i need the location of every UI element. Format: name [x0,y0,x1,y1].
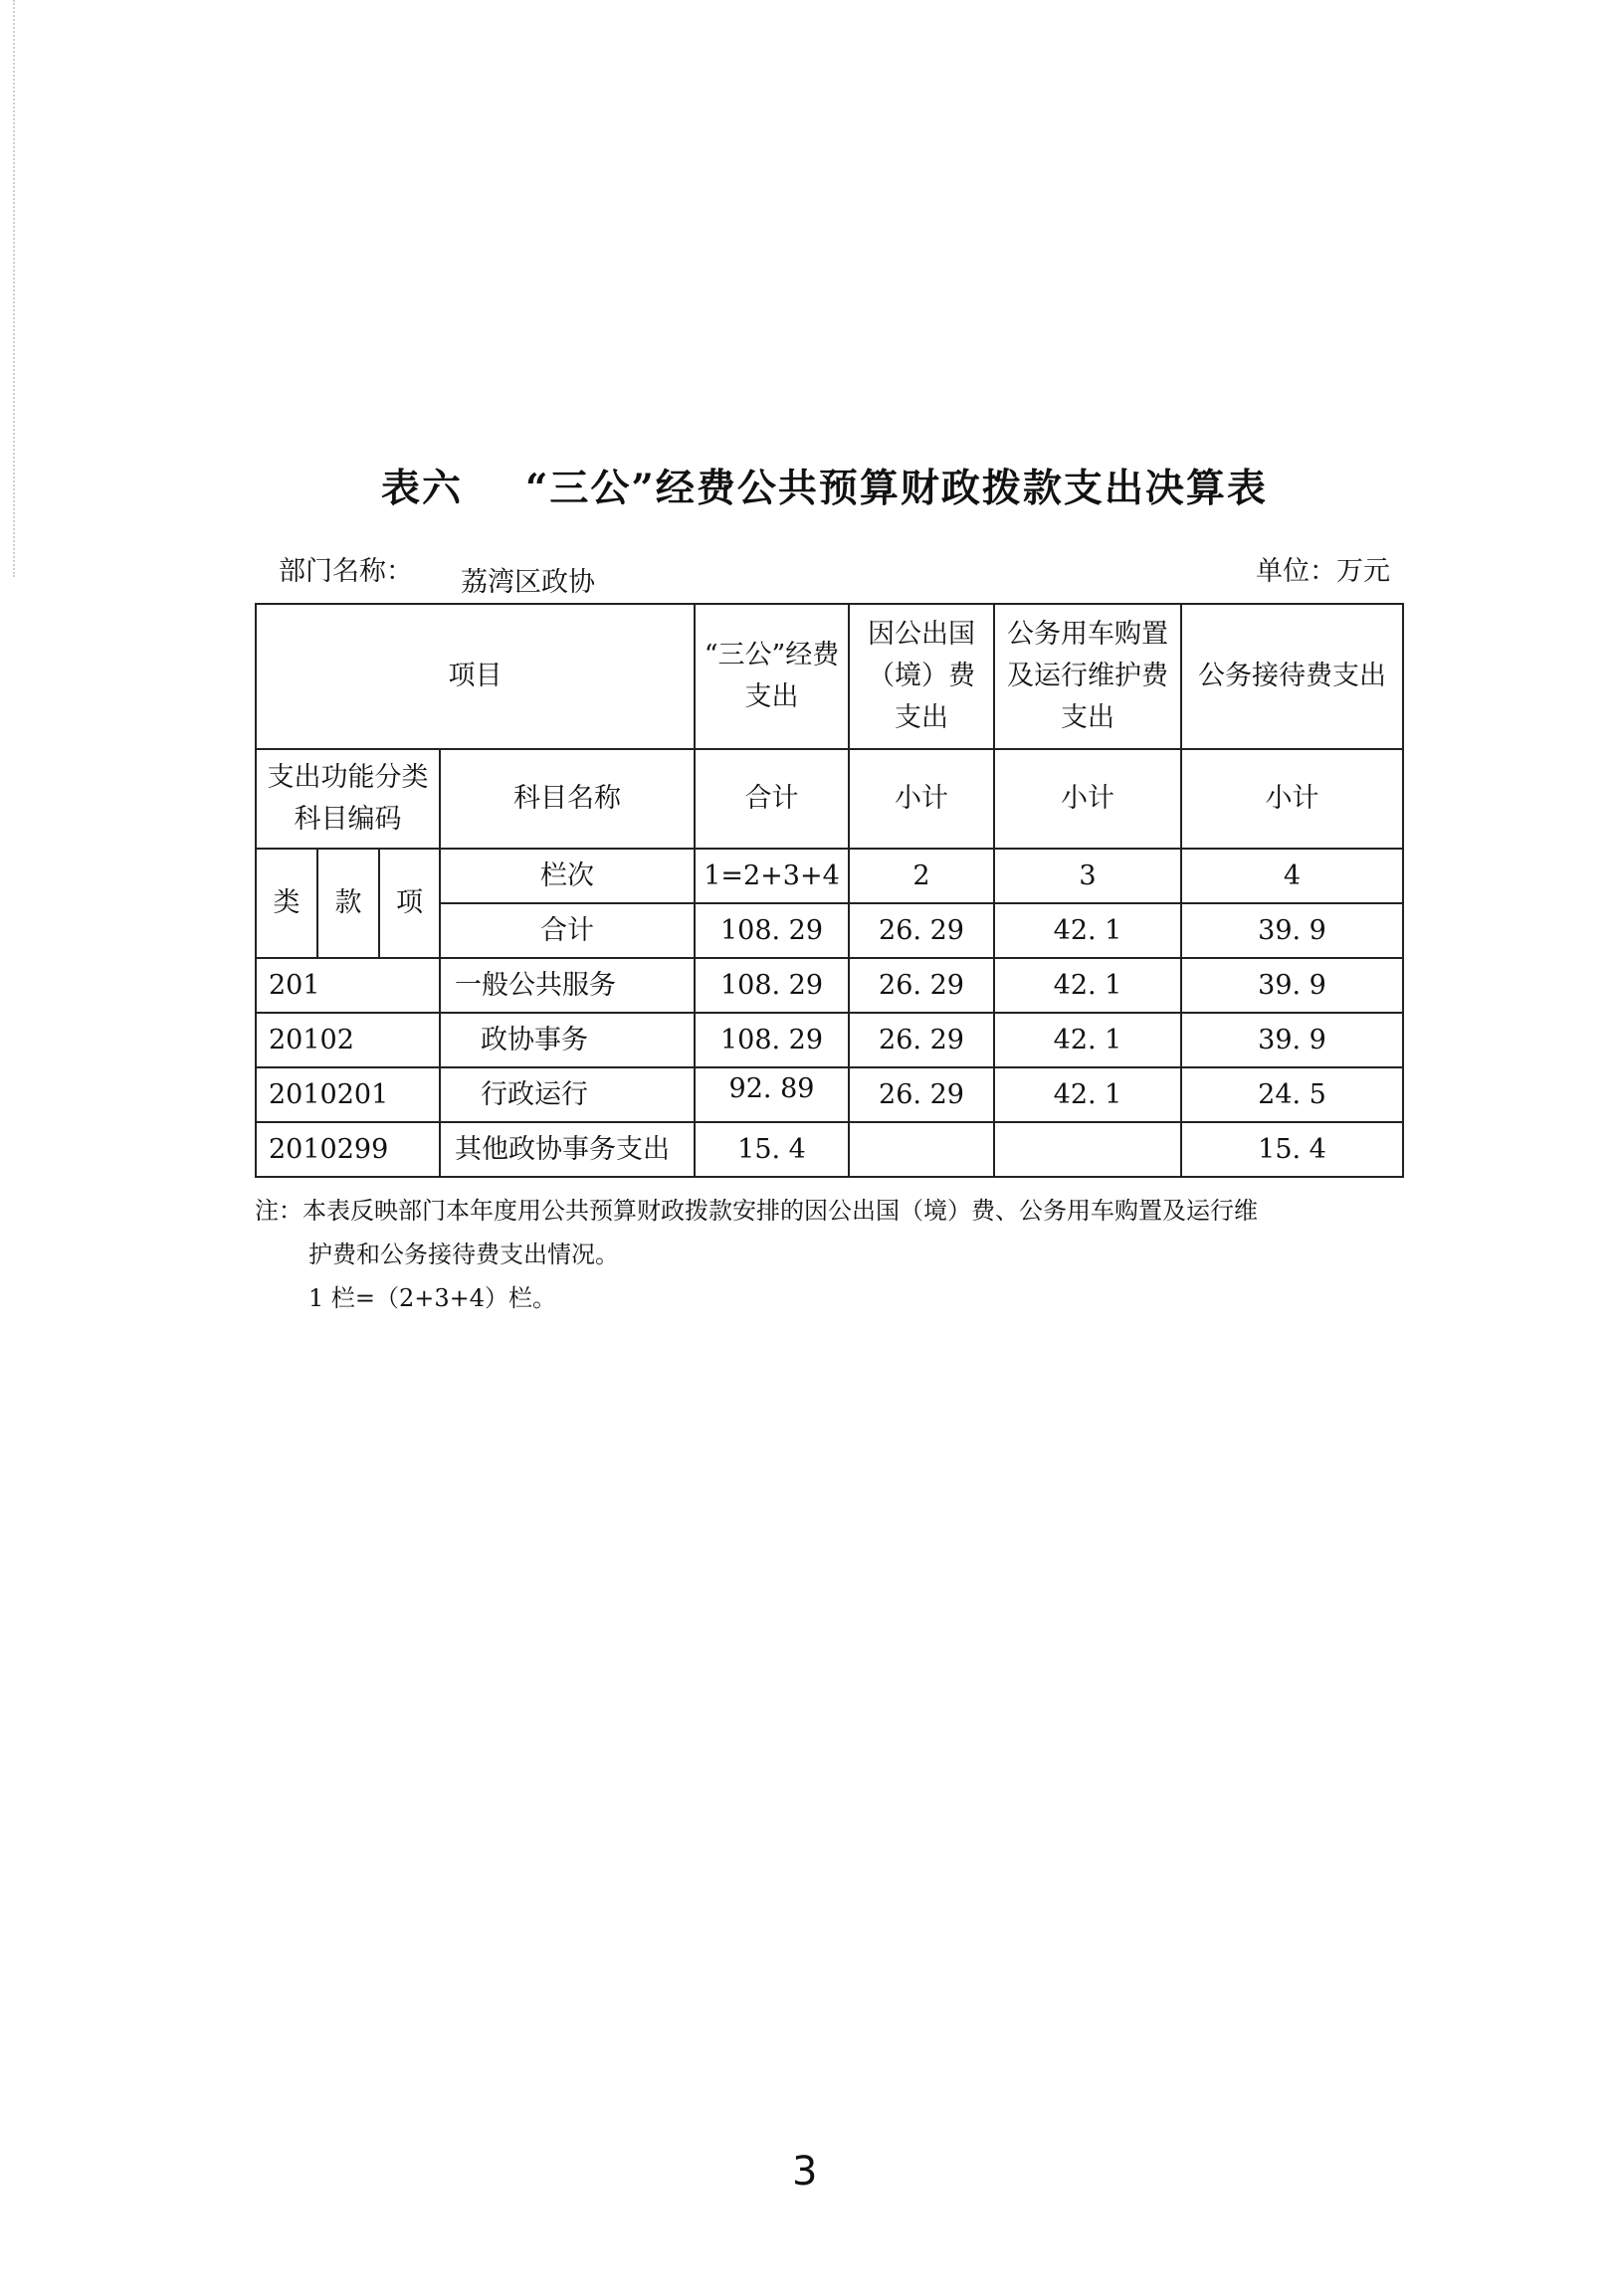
level-kuan: 款 [317,849,379,958]
subheader-name: 科目名称 [440,749,695,849]
row-col3: 42. 1 [994,1067,1181,1122]
column-number-4: 4 [1181,849,1403,903]
row-col3: 42. 1 [994,958,1181,1013]
table-row [256,958,1403,1013]
row-name: 一般公共服务 [440,958,695,1013]
table-row [256,1067,1403,1122]
header-col3: 公务用车购置及运行维护费支出 [994,604,1181,749]
header-col4: 公务接待费支出 [1181,604,1403,749]
note-line-2: 护费和公务接待费支出情况。 [308,1241,619,1268]
department-label: 部门名称： [279,556,413,587]
row-col3 [994,1122,1181,1177]
row-name: 其他政协事务支出 [440,1122,695,1177]
table-row [256,1122,1403,1177]
row-col3: 42. 1 [994,1013,1181,1067]
header-item: 项目 [256,604,695,749]
subheader-col1: 合计 [695,749,849,849]
row-col2: 26. 29 [849,1067,994,1122]
row-col2 [849,1122,994,1177]
table-notes [255,1189,1409,1320]
row-code: 20102 [256,1013,440,1067]
total-label: 合计 [440,903,695,958]
total-col2: 26. 29 [849,903,994,958]
table-subheader-row [256,749,1403,849]
row-col1: 15. 4 [695,1122,849,1177]
subheader-col2: 小计 [849,749,994,849]
column-number-label: 栏次 [440,849,695,903]
row-code: 2010299 [256,1122,440,1177]
row-code: 2010201 [256,1067,440,1122]
total-col3: 42. 1 [994,903,1181,958]
column-number-2: 2 [849,849,994,903]
table-header-row [256,604,1403,749]
total-col1: 108. 29 [695,903,849,958]
total-col4: 39. 9 [1181,903,1403,958]
title-prefix: 表六 [381,466,464,511]
row-col1: 108. 29 [695,1013,849,1067]
column-number-1: 1=2+3+4 [695,849,849,903]
column-number-row [256,849,1403,903]
row-col4: 39. 9 [1181,958,1403,1013]
row-col4: 15. 4 [1181,1122,1403,1177]
budget-table [255,603,1404,1178]
department-value: 荔湾区政协 [461,567,595,598]
header-col2: 因公出国（境）费 支出 [849,604,994,749]
note-line-1: 注：本表反映部门本年度用公共预算财政拨款安排的因公出国（境）费、公务用车购置及运行维 [255,1197,1258,1225]
column-number-3: 3 [994,849,1181,903]
row-col4: 39. 9 [1181,1013,1403,1067]
row-col1: 92. 89 [695,1067,849,1122]
subheader-col3: 小计 [994,749,1181,849]
page-number: 3 [792,2149,818,2195]
level-lei: 类 [256,849,317,958]
row-name: 行政运行 [440,1067,695,1122]
row-col2: 26. 29 [849,958,994,1013]
level-xiang: 项 [379,849,440,958]
title-main: “三公”经费公共预算财政拨款支出决算表 [525,466,1268,511]
row-col1: 108. 29 [695,958,849,1013]
row-col4: 24. 5 [1181,1067,1403,1122]
page-title [381,458,1316,513]
note-line-3: 1 栏=（2+3+4）栏。 [308,1284,557,1312]
unit-label: 单位：万元 [1256,556,1390,587]
subheader-col4: 小计 [1181,749,1403,849]
table-row [256,1013,1403,1067]
scan-edge-marks [13,0,17,577]
row-code: 201 [256,958,440,1013]
row-col2: 26. 29 [849,1013,994,1067]
department-info [279,549,595,598]
subheader-code: 支出功能分类科目编码 [256,749,440,849]
row-name: 政协事务 [440,1013,695,1067]
header-col1: “三公”经费支出 [695,604,849,749]
